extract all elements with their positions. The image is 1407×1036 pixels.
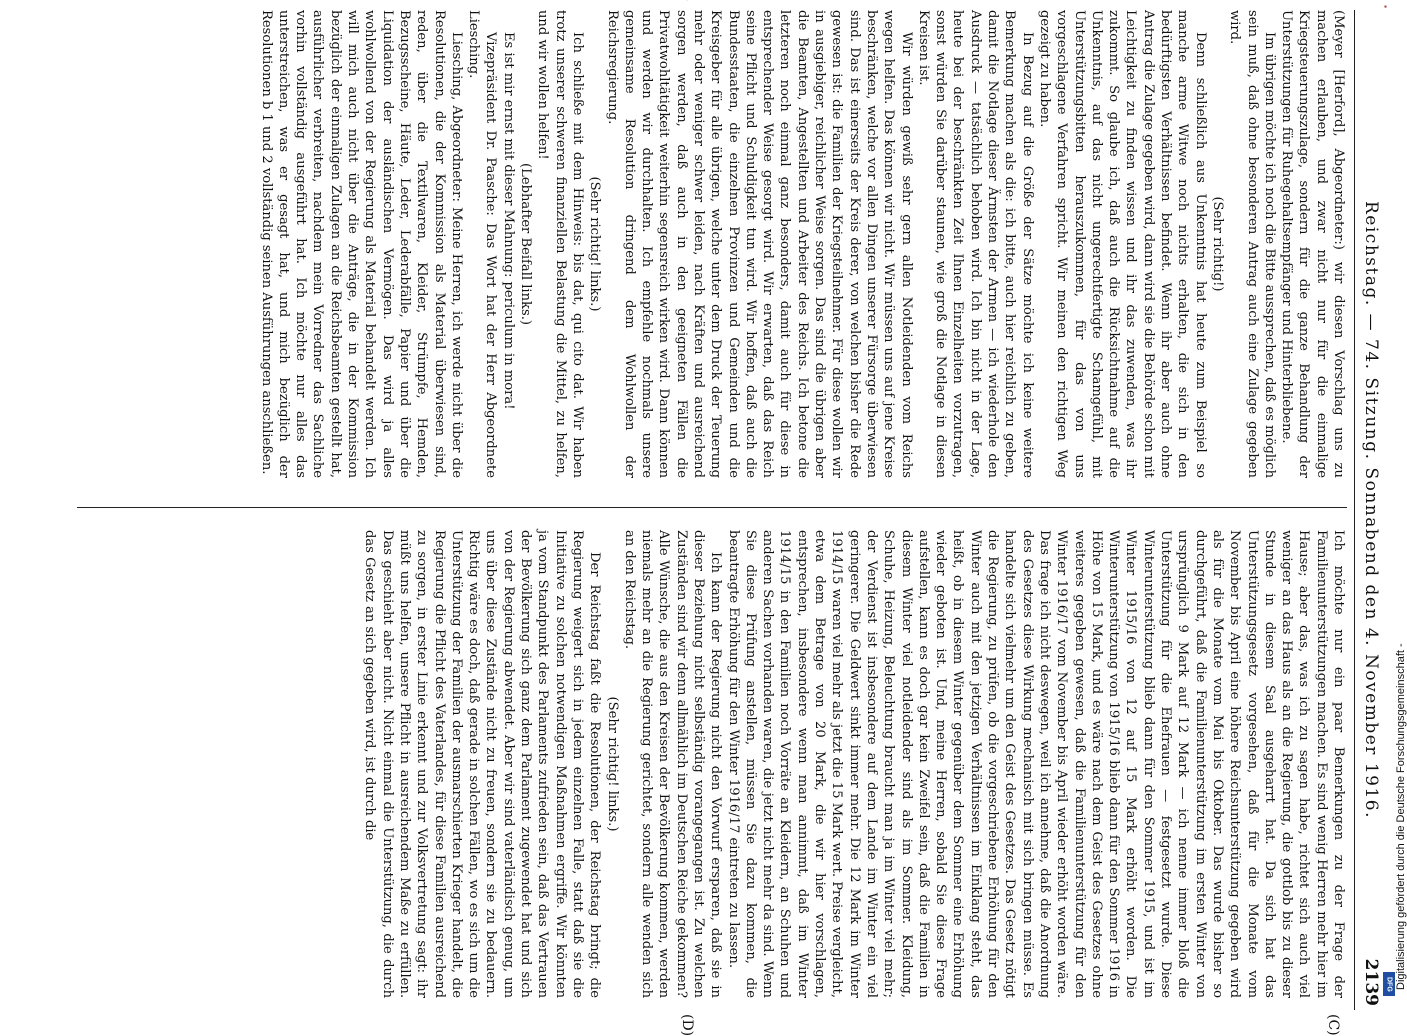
digitization-note xyxy=(1383,60,1407,990)
margin-marker-a xyxy=(1325,0,1341,1)
right-text-column xyxy=(361,530,1347,998)
paragraph: (Sehr richtig! links.) xyxy=(587,176,603,312)
paragraph: Ich möchte nur ein paar Bemerkungen zu der Frage der Familienunterstützungen machen. Es sind wenig Herren mehr hier im Hause; aber das, was ich zu sagen habe, richtet sich auch viel weniger an das Haus als an die Regierung, die gottlob bis zu dieser Stunde in diesem Saal ausgeharrt hat. Da sich hat das Unterstützungsgesetz vorgesehen, daß für die Monate vom November bis April eine höhere Reichsunterstützung gegeben wird als für die Monate vom Mai bis Oktober. Das wurde bisher so durchgeführt, daß die Familienunterstützung im ersten Winter von ursprünglich 9 Mark auf 12 Mark — ich nenne immer bloß die Unterstützung für die Ehefrauen — festgesetzt wurde. Diese Winterunterstützung blieb dann für den Sommer 1915, und ist im Winter 1915/16 von 12 auf 15 Mark erhöht worden. Die Winterunterstützung von 1915/16 blieb dann für den Sommer 1916 in Höhe von 15 Mark, und es wäre nach dem Geist des Gesetzes ohne weiteres gegeben gewesen, daß die Familienunterstützung für den Winter 1916/17 vom November bis April wieder erhöht worden wäre. Das frage ich nicht deswegen, weil ich annehme, daß die Anordnung des Gesetzes diese Wirkung mechanisch mit sich bringen müsse. Es handelte sich vielmehr um den Geist des Gesetzes. Das Gesetz nötigt die Regierung, zu prüfen, ob die vorgeschriebene Erhöhung für den Winter auch mit den jetzigen Verhältnissen im Einklang steht, das heißt, ob in diesem Winter gegenüber dem Sommer eine Erhöhung wieder geboten ist. Und, meine Herren, sobald Sie diese Frage aufstellen, kann es doch gar kein Zweifel sein, daß die Familien in diesem Winter viel notleidender sind als im Sommer. Kleidung, Schuhe, Heizung, Beleuchtung braucht man ja im Winter viel mehr; der Verdienst ist insbesondere auf dem Lande im Winter ein viel geringerer. Die Geldwert sinkt immer mehr. Die 12 Mark im Winter 1914/15 waren viel mehr als jetzt die 15 Mark wert. Preise vergleicht, etwa dem Betrage von 20 Mark, die wir hier vorschlagen, entsprechen, insbesondere wenn man annimmt, daß im Winter 1914/15 in den Familien noch Vorräte an Kleidern, an Schuhen und anderen Sachen vorhanden waren, die jetzt nicht mehr da sind. Wenn Sie diese Prüfung anstellen, müssen Sie dazu kommen, die beantragte Erhöhung für den Winter 1916/17 eintreten zu lassen. xyxy=(725,530,1346,998)
paragraph: Der Reichstag faßt die Resolutionen, der Reichstag bringt; die Regierung weigert sich in jedem einzelnen Falle, statt daß sie die Initiative zu solchen notwendigen Maßnahmen ergriffe. Wir könnten ja vom Standpunkt des Parlaments zufrieden sein, daß das Vertrauen der Bevölkerung sich ganz dem Parlament zugewendet hat und sich von der Regierung abwendet. Aber wir sind vaterländisch genug, um uns über diese Zustände nicht zu freuen, sondern sie zu bedauern. Richtig wäre es doch, daß gerade in solchen Fällen, wo es sich um die Unterstützung der Familien der ausmarschierten Krieger handelt, die Regierung die Pflicht des Vaterlandes, für diese Familien ausreichend zu sorgen, in erster Linie erkennt und zur Volksvertretung sagt: ihr müßt uns helfen, unsere Pflicht in ausreichendem Maße zu erfüllen. Das geschieht aber nicht. Nicht einmal die Unterstützung, die durch das Gesetz an sich gegeben wird, ist durch die xyxy=(362,530,603,998)
paragraph: Wir würden gewiß sehr gern allen Notleidenden vom Reichs wegen helfen. Das können wir nicht. Wir müssen uns auf jene Kreise beschränken, welche vor allen Dingen unserer Fürsorge überwiesen sind. Das ist einerseits der Kreis derer, von welchen bisher die Rede gewesen ist: die Familien der Kriegsteilnehmer. Für diese wollen wir in ausgiebiger, reichlicher Weise sorgen. Das sind die übrigen aber die Beamten, Angestellten und Arbeiter des Reichs. Ich betone die letzteren noch einmal ganz besonders, damit auch für diese in entsprechender Weise gesorgt wird. Wir erwarten, daß das Reich seine Pflicht und Schuldigkeit tun wird. Wir hoffen, daß auch die Bundesstaaten, die einzelnen Provinzen und Gemeinden und die Kreisgeber für alle übrigen, welche unter dem Druck der Teuerung mehr oder weniger schwer leiden, nach Kräften und ausreichend sorgen werden, daß auch in den geeigneten Fällen die Privatwohltätigkeit weiterhin segensreich wirken wird. Dann können und werden wir durchhalten. Ich empfehle nochmals unsere gemeinsame Resolution dringend dem Wohlwollen der Reichsregierung. xyxy=(604,10,914,478)
paragraph: In Bezug auf die Größe der Sätze möchte ich keine weitere Bemerkung machen als die: ich bitte, auch hier reichlich zu geben, damit die Notlage dieser Ärmsten der Armen — ich wiederhole den Ausdruck — tatsächlich behoben wird. Ich bin nicht in der Lage, heute bei der beschränkten Zeit Ihnen Einzelheiten vorzutragen, sonst würden Sie darüber staunen, wie groß die Notlage in diesen Kreisen ist. xyxy=(915,10,1035,478)
margin-marker-c: (C) xyxy=(1325,1014,1341,1036)
page-number: 2139 xyxy=(1361,958,1381,1006)
paragraph: (Meyer [Herford], Abgeordneter:) wir diesen Vorschlag uns zu machen erlauben, und zwar nicht nur für die einmalige Kriegsteuerungszulage, sondern für die ganze Behandlung der Unterstützungen für Ruhegehaltsempfänger und Hinterbliebene. xyxy=(1279,10,1346,478)
page-header xyxy=(1351,10,1385,1010)
digitization-note-text: Digitalisierung gefördert durch die Deutsche Forschungsgemeinschaft - xyxy=(1395,643,1407,990)
header-rule xyxy=(1354,10,1355,1010)
scan-mark: ▪ xyxy=(1380,5,1390,8)
margin-marker-d: (D) xyxy=(679,1014,695,1036)
paragraph: Vizepräsident Dr. Paasche: Das Wort hat der Herr Abgeordnete Liesching. xyxy=(466,10,499,478)
paragraph: Im übrigen möchte ich noch die Bitte aussprechen, daß es möglich sein muß, daß ohne besonderen Antrag auch eine Zulage gegeben wird. xyxy=(1227,10,1277,478)
page-title: Reichstag. — 74. Sitzung. Sonnabend den 4. November 1916. xyxy=(1361,201,1381,819)
column-divider xyxy=(77,507,1347,508)
paragraph: Liesching, Abgeordneter: Meine Herren, ich werde nicht über die Resolutionen, die der Kommission als Material überwiesen sind, reden, über die Textilwaren, Kleider, Strümpfe, Hemden, Bezugsscheine, Häute, Leder, Lederabfälle, Papier und über die Liquidation der ausländischen Vermögen. Das wird ja alles wohlwollend von der Regierung als Material behandelt werden. Ich will mich auch nicht über die Anträge, die in der Kommission bezüglich der einmaligen Zulagen an die Reichsbeamten gestellt hat, ausführlicher verbreiten, nachdem mein Vorredner das Sachliche vorhin vollständig ausgeführt hat. Ich möchte nur alles das unterstreichen, was er gesagt hat, und mich bezüglich der Resolutionen b 1 und 2 vollständig seinen Ausführungen anschließen. xyxy=(258,10,464,478)
paragraph: Es ist mir ernst mit dieser Mahnung: periculum in mora! xyxy=(500,32,516,410)
paragraph: (Lebhafter Beifall links.) xyxy=(518,163,534,325)
paragraph: Ich schließe mit dem Hinweis: bis dat, qui cito dat. Wir haben trotz unserer schweren finanziellen Belastung die Mittel, zu helfen, und wir wollen helfen! xyxy=(535,10,585,478)
paragraph: Ich kann der Regierung nicht den Vorwurf ersparen, daß sie in dieser Beziehung nicht selbständig vorangegangen ist. Zu welchen Zuständen sind wir denn allmählich im Deutschen Reiche gekommen? Alle Wünsche, die aus den Kreisen der Bevölkerung kommen, werden niemals mehr an die Regierung gerichtet, sondern alle wenden sich an den Reichstag. xyxy=(621,530,724,998)
paragraph: (Sehr richtig! links.) xyxy=(604,696,620,832)
paragraph: Denn schließlich aus Unkenntnis hat heute zum Beispiel so manche arme Witwe noch nichts erhalten, die sich in den bedürftigsten Verhältnissen befindet. Wenn ihr aber auch ohne Antrag die Zulage gegeben wird, dann wird sie die Behörde schon mit Leichtigkeit zu finden wissen und ihr das zuwenden, was ihr zukommt. So glaube ich, daß auch die Rücksichtnahme auf die Unkenntnis, auf das nicht ungerechtfertigte Schamgefühl, mit Unterstützungsbitten herauszukommen, für das von uns vorgeschlagene Verfahren spricht. Wir meinen den richtigen Weg gezeigt zu haben. xyxy=(1036,10,1208,478)
margin-marker-b xyxy=(679,0,695,1)
paragraph: (Sehr richtig!) xyxy=(1209,196,1225,292)
left-text-column xyxy=(257,10,1347,478)
dfg-logo: DFG xyxy=(1383,972,1395,996)
scanned-page xyxy=(65,10,1385,1036)
